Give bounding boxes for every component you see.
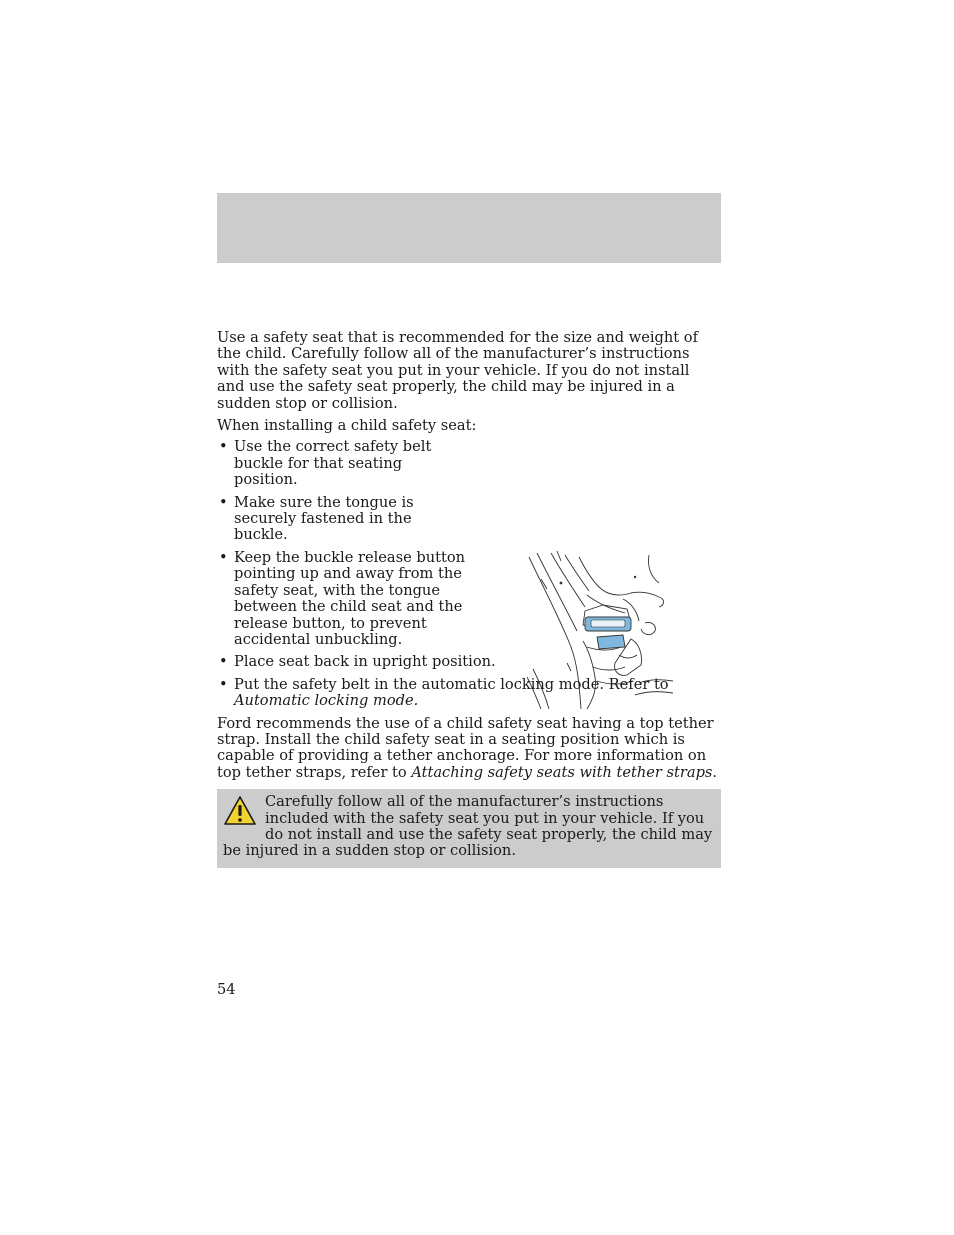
page-content (217, 330, 721, 868)
install-steps-list-continued (217, 654, 721, 709)
warning-triangle-icon (223, 795, 257, 827)
intro-paragraph: Use a safety seat that is recommended for the size and weight of the child. Carefully follow all of the manufacturer’s instructions with the safety seat you put in your vehicle. If you do not install and use the safety seat properly, the child may be injured in a sudden stop or collision. (217, 329, 698, 412)
automatic-locking-mode-reference: Automatic locking mode. (234, 692, 419, 710)
list-item: • Make sure the tongue is securely fastened in the buckle. (219, 493, 414, 544)
warning-text: Carefully follow all of the manufacturer’s instructions included with the safety seat you put in your vehicle. If you do not install and use the safety seat properly, the child may be injured in a sudden stop or collision. (223, 793, 713, 860)
section-header-bar (217, 193, 721, 263)
list-item: • Place seat back in upright position. (219, 653, 496, 671)
tether-paragraph: Ford recommends the use of a child safety seat having a top tether strap. Install the child safety seat in a seating position which is capable of providing a tether anchorage. For more information on top tether straps, refer to Attaching safety seats with tether straps. (217, 714, 718, 781)
list-item: • Keep the buckle release button pointing up and away from the safety seat, with the tongue between the child seat and the release button, to prevent accidental unbuckling. (219, 548, 466, 648)
tether-straps-reference: Attaching safety seats with tether straps (411, 763, 713, 781)
list-item: • Put the safety belt in the automatic locking mode. Refer to Automatic locking mode. (219, 675, 669, 710)
bullet-section (217, 439, 721, 709)
list-item: • Use the correct safety belt buckle for that seating position. (219, 438, 432, 489)
page-number: 54 (217, 981, 236, 998)
install-lead: When installing a child safety seat: (217, 417, 477, 435)
warning-box (217, 789, 721, 868)
